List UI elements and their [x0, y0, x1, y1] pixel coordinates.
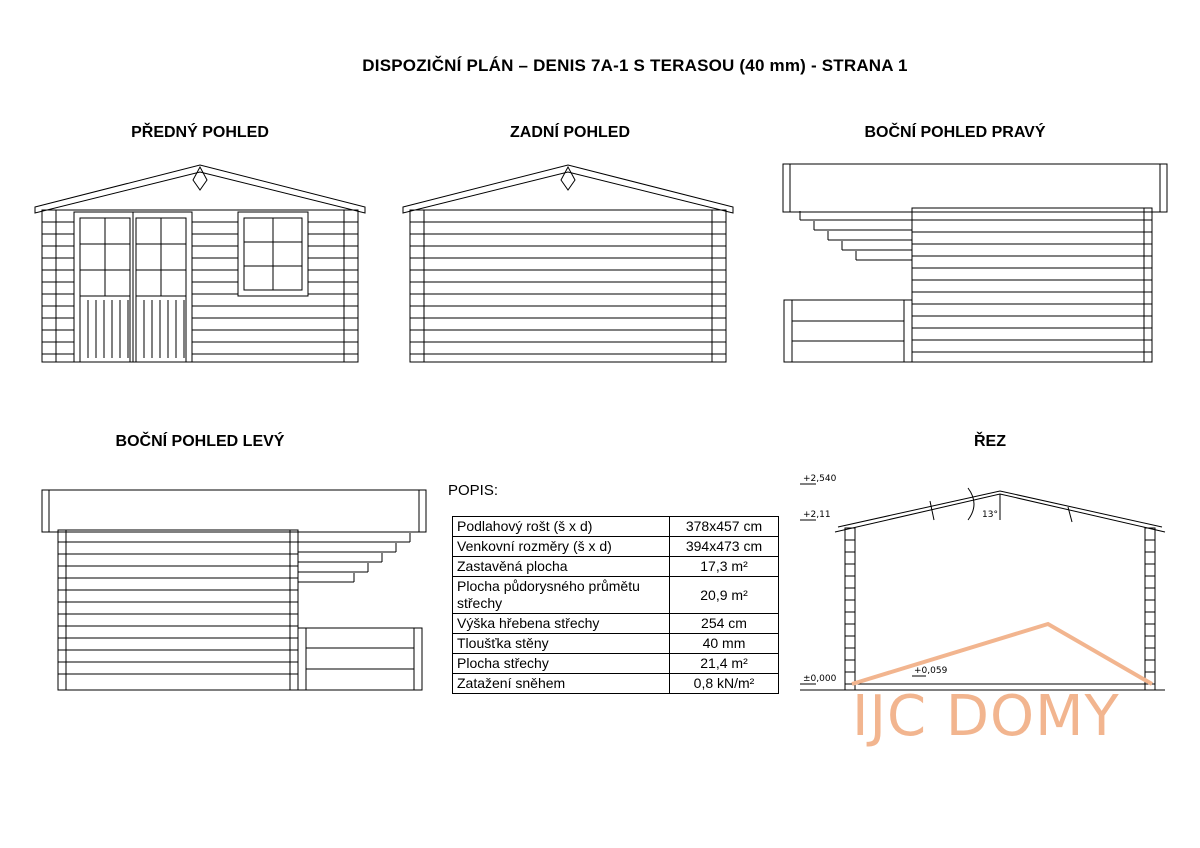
spec-label: Plocha půdorysného průmětu střechy [453, 577, 670, 614]
level-floor: +0,059 [914, 666, 948, 676]
spec-row [453, 674, 779, 694]
spec-value: 378x457 cm [670, 517, 779, 537]
spec-value: 40 mm [670, 634, 779, 654]
spec-value: 21,4 m² [670, 654, 779, 674]
spec-row [453, 537, 779, 557]
spec-row [453, 517, 779, 537]
specs-table [452, 516, 779, 694]
label-back-view: ZADNÍ POHLED [510, 124, 630, 141]
spec-row [453, 577, 779, 614]
spec-label: Zatažení sněhem [453, 674, 670, 694]
description-heading: POPIS: [448, 482, 499, 499]
logo-text: IJC DOMY [852, 684, 1120, 749]
spec-value: 17,3 m² [670, 557, 779, 577]
spec-label: Výška hřebena střechy [453, 614, 670, 634]
label-side-left-view: BOČNÍ POHLED LEVÝ [115, 433, 285, 450]
spec-row [453, 614, 779, 634]
spec-value: 20,9 m² [670, 577, 779, 614]
label-section-view: ŘEZ [974, 433, 1006, 450]
spec-row [453, 557, 779, 577]
level-ground: ±0,000 [803, 674, 837, 684]
spec-value: 254 cm [670, 614, 779, 634]
level-eave: +2,11 [803, 510, 831, 520]
back-view-drawing [403, 165, 733, 362]
spec-label: Tloušťka stěny [453, 634, 670, 654]
front-view-drawing [35, 165, 365, 362]
side-right-view-drawing [783, 164, 1167, 362]
label-front-view: PŘEDNÝ POHLED [131, 124, 269, 141]
spec-label: Zastavěná plocha [453, 557, 670, 577]
spec-label: Plocha střechy [453, 654, 670, 674]
logo-roof-shape [852, 624, 1152, 684]
side-left-view-drawing [42, 490, 426, 690]
label-side-right-view: BOČNÍ POHLED PRAVÝ [864, 124, 1046, 141]
spec-row [453, 654, 779, 674]
spec-value: 0,8 kN/m² [670, 674, 779, 694]
page-title: DISPOZIČNÍ PLÁN – DENIS 7A-1 S TERASOU (40 mm) - STRANA 1 [362, 56, 908, 75]
roof-angle: 13° [982, 510, 998, 520]
level-ridge: +2,540 [803, 474, 837, 484]
spec-label: Podlahový rošt (š x d) [453, 517, 670, 537]
spec-label: Venkovní rozměry (š x d) [453, 537, 670, 557]
spec-value: 394x473 cm [670, 537, 779, 557]
spec-row [453, 634, 779, 654]
